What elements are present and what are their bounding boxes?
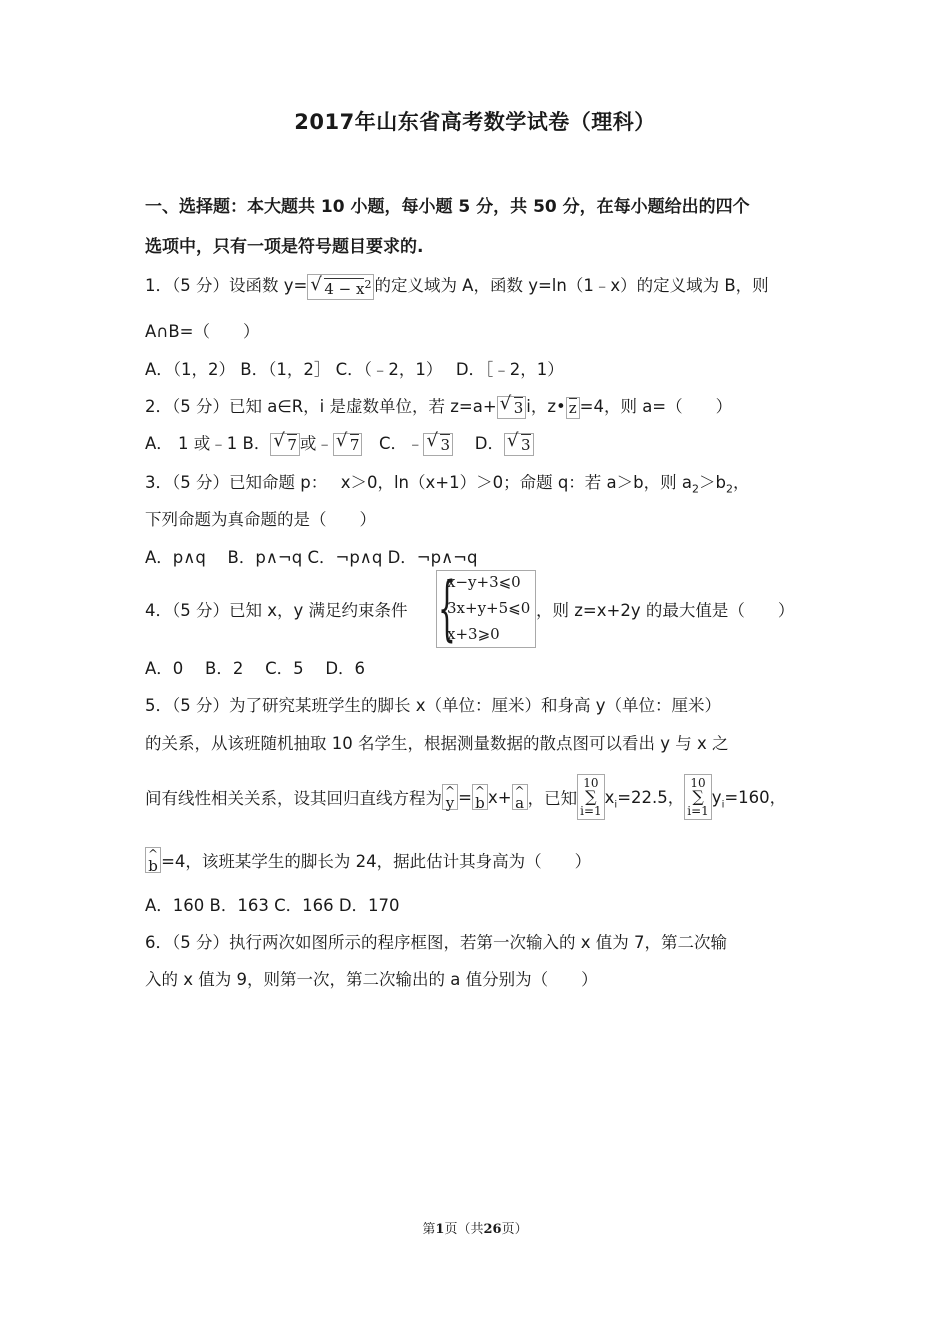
question-1-line2: A∩B=（ ）	[145, 322, 260, 341]
q2-sqrt-3: √ 3	[497, 396, 527, 419]
q1-stem-pre: 1．（5 分）设函数 y=	[145, 276, 308, 295]
page-title: 2017年山东省高考数学试卷（理科）	[294, 110, 656, 134]
question-5-options: A．160 B．163 C．166 D．170	[145, 896, 400, 915]
question-6-line1: 6．（5 分）执行两次如图所示的程序框图，若第一次输入的 x 值为 7，第二次输	[145, 933, 727, 952]
q2-stem-post: =4，则 a=（ ）	[579, 397, 733, 416]
brace-icon: {	[438, 567, 456, 649]
question-2-stem	[145, 393, 732, 419]
q5-sum-x: 10 ∑ i=1	[577, 774, 605, 820]
q5-y-hat: ^ y	[442, 784, 458, 810]
q4-constraint-system	[436, 567, 536, 649]
q4-constraint-2: 3x+y+5⩽0	[447, 599, 531, 617]
question-4-stem-post: ，则 z=x+2y 的最大值是（ ）	[536, 601, 795, 620]
q2-z-conjugate: z	[566, 397, 580, 419]
question-5-line4: ^ b =4，该班某学生的脚长为 24，据此估计其身高为（ ）	[145, 840, 591, 880]
question-3-line1: 3．（5 分）已知命题 p： x＞0，ln（x+1）＞0；命题 q：若 a＞b，则 $a_2>b_2$，	[145, 473, 750, 496]
q4-constraint-1: x−y+3⩽0	[447, 573, 521, 591]
q1-exponent: 2	[364, 277, 372, 291]
q2-stem-mid: i，z•	[526, 397, 566, 416]
q1-stem-post: 的定义域为 A，函数 y=ln（1﹣x）的定义域为 B，则	[374, 276, 769, 295]
question-5-line2: 的关系，从该班随机抽取 10 名学生，根据测量数据的散点图可以看出 y 与 x 之	[145, 734, 729, 753]
q5-b-hat-given: ^ b	[145, 847, 161, 873]
question-5-line3: 间有线性相关关系，设其回归直线方程为 ^ y = ^ b x+ ^ a ，已知 10 ∑ i=1 $x_i=22.5$， 10 ∑ i=1 $y_i=160$，	[145, 776, 787, 818]
q5-b-hat: ^ b	[472, 784, 488, 810]
question-1-line1	[145, 272, 769, 300]
q2-sqrt-3-d: √ 3	[504, 433, 534, 456]
question-3-options: A．p∧q B．p∧¬q C．¬p∧q D．¬p∧¬q	[145, 548, 478, 567]
q1-sqrt-formula: √ $4 - x^2$	[307, 274, 374, 300]
section-heading-line1: 一、选择题：本大题共 10 小题，每小题 5 分，共 50 分，在每小题给出的四个	[145, 197, 750, 217]
question-3-line2: 下列命题为真命题的是（ ）	[145, 510, 376, 529]
q2-stem-pre: 2．（5 分）已知 a∈R，i 是虚数单位，若 z=a+	[145, 397, 497, 416]
q1-radicand: 4 − x	[324, 279, 365, 298]
question-4-options: A．0 B．2 C．5 D．6	[145, 659, 366, 678]
page-footer: 第1页（共26页）	[422, 1222, 528, 1237]
page-total: 26	[483, 1222, 502, 1237]
page-number: 1	[435, 1222, 445, 1237]
q5-sum-y: 10 ∑ i=1	[684, 774, 712, 820]
q2-sqrt-7-b: √ 7	[333, 433, 363, 456]
question-4-stem-pre: 4．（5 分）已知 x，y 满足约束条件	[145, 601, 408, 620]
q5-a-hat: ^ a	[512, 784, 528, 810]
q2-sqrt-7-a: √ 7	[270, 433, 300, 456]
q4-constraint-3: x+3⩾0	[447, 625, 500, 643]
question-5-line1: 5．（5 分）为了研究某班学生的脚长 x（单位：厘米）和身高 y（单位：厘米）	[145, 696, 722, 715]
section-heading-line2: 选项中，只有一项是符号题目要求的.	[145, 237, 424, 257]
question-6-line2: 入的 x 值为 9，则第一次，第二次输出的 a 值分别为（ ）	[145, 970, 598, 989]
question-2-options: A． 1 或﹣1 B． √ 7 或﹣ √ 7 C．﹣ √ 3 D． √ 3	[145, 430, 534, 456]
q2-sqrt-3-c: √ 3	[423, 433, 453, 456]
question-1-options: A．（1，2） B．（1，2］ C．（﹣2，1） D．［﹣2，1）	[145, 360, 564, 379]
